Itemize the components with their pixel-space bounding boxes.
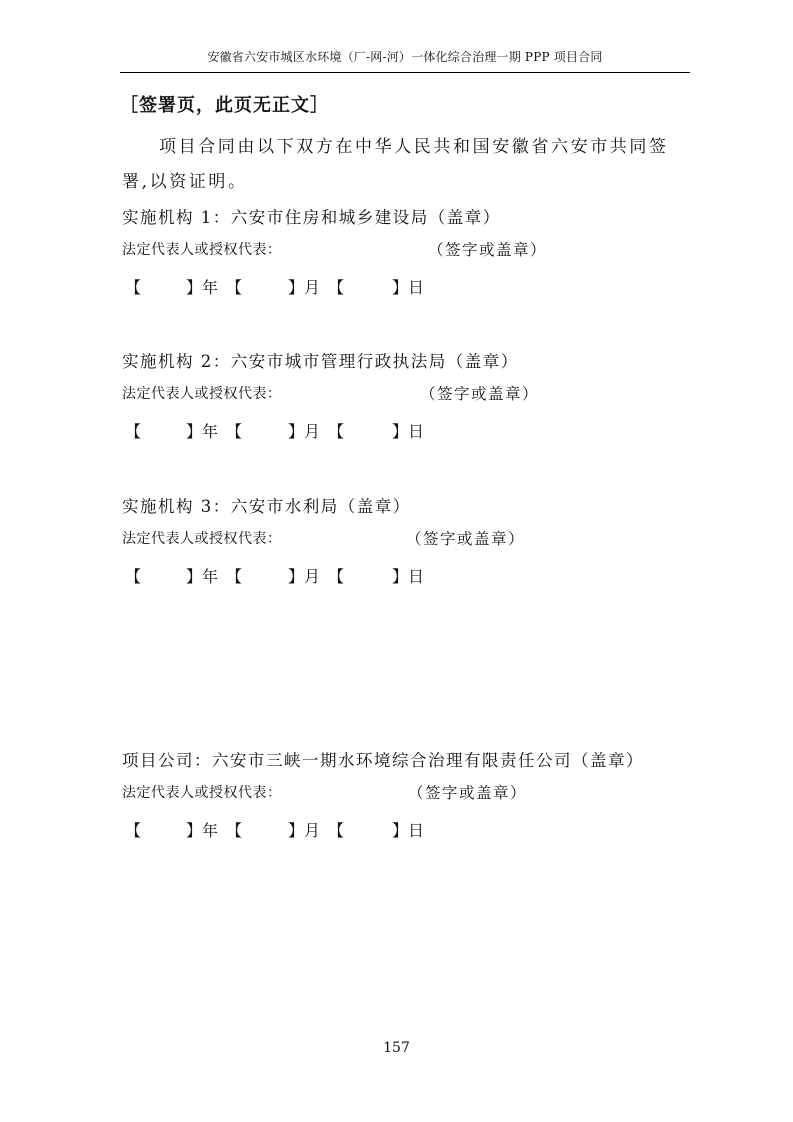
representative-line	[122, 381, 540, 407]
year-close: 】年	[186, 567, 219, 586]
day-close: 】日	[392, 567, 425, 586]
month-close: 】月	[288, 422, 321, 441]
signature-block-3	[122, 494, 526, 590]
date-line	[122, 275, 501, 301]
year-open-bracket: 【	[125, 422, 142, 441]
month-open-bracket: 【	[226, 422, 243, 441]
month-open-bracket: 【	[226, 821, 243, 840]
intro-paragraph: 项目合同由以下双方在中华人民共和国安徽省六安市共同签署,以资证明。	[122, 137, 669, 192]
date-line	[122, 818, 644, 844]
representative-line	[122, 526, 526, 552]
month-close: 】月	[288, 278, 321, 297]
header-rule	[120, 72, 690, 73]
day-close: 】日	[392, 278, 425, 297]
representative-label: 法定代表人或授权代表：	[122, 531, 282, 547]
year-close: 】年	[186, 278, 219, 297]
month-open-bracket: 【	[226, 278, 243, 297]
representative-label: 法定代表人或授权代表：	[122, 785, 282, 801]
day-open-bracket: 【	[328, 422, 345, 441]
month-close: 】月	[288, 821, 321, 840]
page-number: 157	[383, 1040, 410, 1056]
representative-label: 法定代表人或授权代表：	[122, 242, 282, 258]
date-line	[122, 419, 519, 445]
sign-or-seal-label: （签字或盖章）	[420, 385, 540, 403]
signature-block-2	[122, 349, 540, 445]
month-open-bracket: 【	[226, 567, 243, 586]
party-name: 项目公司：六安市三峡一期水环境综合治理有限责任公司（盖章）	[122, 751, 644, 770]
month-close: 】月	[288, 567, 321, 586]
sign-or-seal-label: （签字或盖章）	[428, 241, 548, 259]
representative-line	[122, 780, 644, 806]
year-open-bracket: 【	[125, 821, 142, 840]
party-name: 实施机构 2：六安市城市管理行政执法局（盖章）	[122, 352, 519, 371]
date-line	[122, 564, 425, 590]
sign-or-seal-label: （签字或盖章）	[408, 784, 528, 802]
party-name: 实施机构 3：六安市水利局（盖章）	[122, 497, 411, 516]
year-close: 】年	[186, 821, 219, 840]
representative-line	[122, 237, 548, 263]
signature-block-project-company	[122, 748, 644, 844]
day-close: 】日	[392, 422, 425, 441]
year-open-bracket: 【	[125, 278, 142, 297]
year-open-bracket: 【	[125, 567, 142, 586]
signature-block-1	[122, 205, 548, 301]
day-open-bracket: 【	[328, 567, 345, 586]
day-close: 】日	[392, 821, 425, 840]
party-name: 实施机构 1：六安市住房和城乡建设局（盖章）	[122, 208, 501, 227]
year-close: 】年	[186, 422, 219, 441]
sign-or-seal-label: （签字或盖章）	[406, 530, 526, 548]
day-open-bracket: 【	[328, 821, 345, 840]
page-title: ［签署页，此页无正文］	[120, 95, 329, 116]
day-open-bracket: 【	[328, 278, 345, 297]
representative-label: 法定代表人或授权代表：	[122, 386, 282, 402]
running-header: 安徽省六安市城区水环境（厂-网-河）一体化综合治理一期 PPP 项目合同	[207, 50, 603, 64]
